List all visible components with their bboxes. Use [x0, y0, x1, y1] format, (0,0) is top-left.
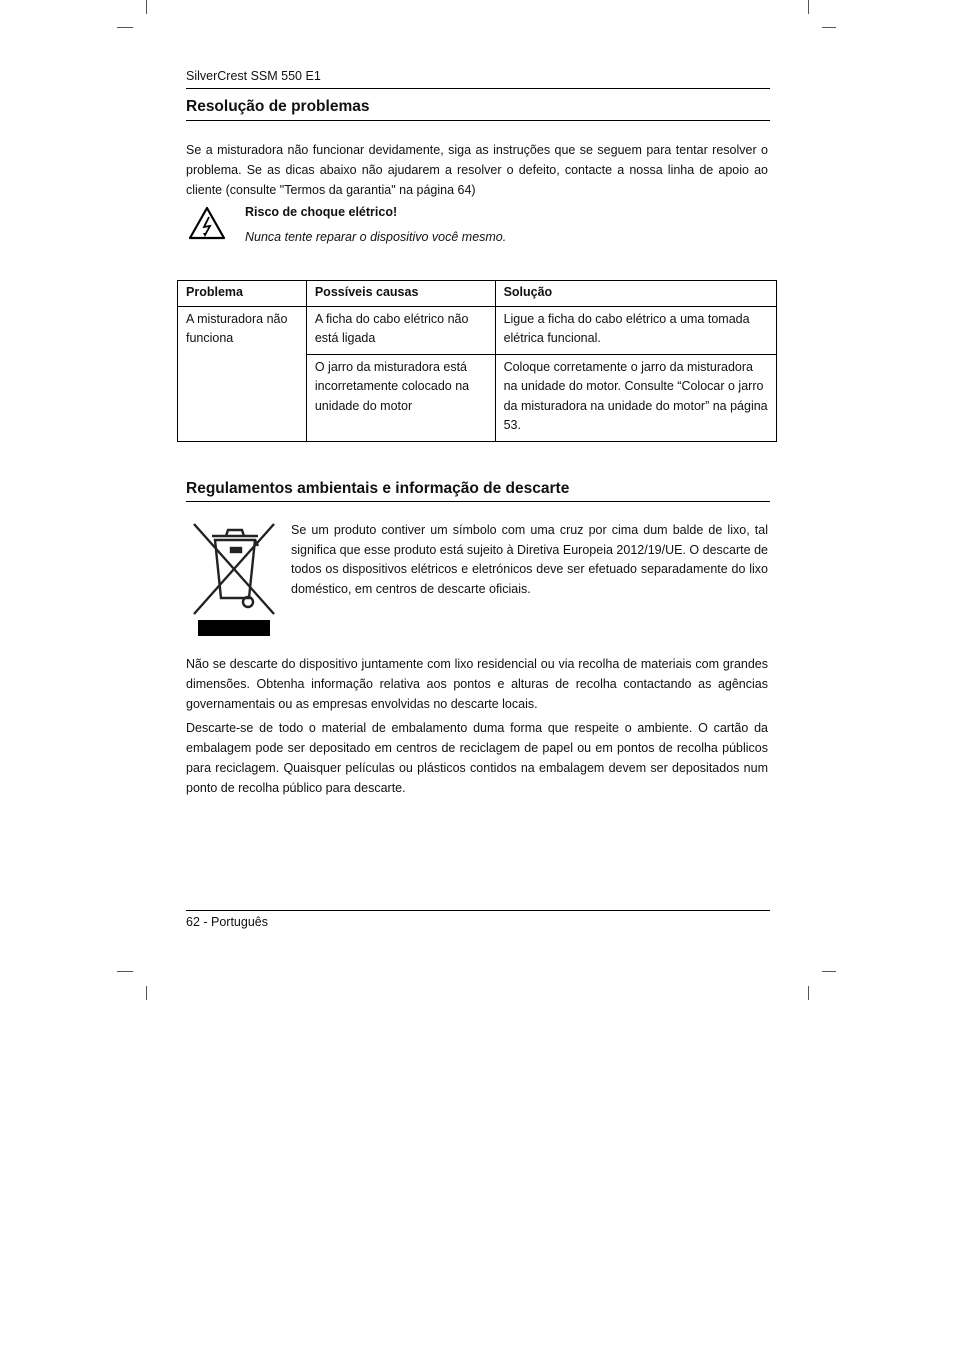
header-causes: Possíveis causas: [306, 281, 495, 307]
warning-title: Risco de choque elétrico!: [245, 205, 398, 219]
crop-mark: [822, 971, 836, 972]
page-number: 62 - Português: [186, 915, 268, 929]
environment-heading: Regulamentos ambientais e informação de descarte: [186, 480, 570, 497]
section-rule: [186, 120, 770, 121]
header-rule: [186, 88, 770, 89]
crop-mark: [146, 986, 147, 1000]
disposal-paragraph: Não se descarte do dispositivo juntamente com lixo residencial ou via recolha de materiais com grandes dimensões. Obtenha informação relativa aos pontos e alturas de recolha contactando as agências governamentais ou as empresas envolvidas no descarte locais.: [186, 657, 768, 711]
troubleshooting-table: [177, 280, 777, 442]
footer-rule: [186, 910, 770, 911]
packaging-paragraph: Descarte-se de todo o material de embalamento duma forma que respeite o ambiente. O cartão da embalagem pode ser depositado em centros de reciclagem de papel ou em pontos de recolha públicos para reciclagem. Quaisquer películas ou plásticos contidos na embalagem devem ser depositados num ponto de recolha público para descarte.: [186, 721, 768, 795]
crop-mark: [146, 0, 147, 14]
problem-cell: A misturadora não funciona: [178, 306, 307, 441]
solution-cell: Coloque corretamente o jarro da misturadora na unidade do motor. Consulte “Colocar o jarro da misturadora na unidade do motor” na página 53.: [495, 354, 776, 441]
table-header-row: [178, 281, 777, 307]
crossed-out-wheelie-bin-icon: [188, 518, 280, 638]
crop-mark: [822, 27, 836, 28]
crop-mark: [808, 986, 809, 1000]
section-rule: [186, 501, 770, 502]
troubleshooting-intro: Se a misturadora não funcionar devidamente, siga as instruções que se seguem para tentar resolver o problema. Se as dicas abaixo não ajudarem a resolver o defeito, contacte a nossa linha de apoio ao cliente (consulte "Termos da garantia" na página 64): [186, 143, 768, 197]
solution-cell: Ligue a ficha do cabo elétrico a uma tomada elétrica funcional.: [495, 306, 776, 354]
crop-mark: [117, 971, 133, 972]
table-row: [178, 306, 777, 354]
cause-cell: A ficha do cabo elétrico não está ligada: [306, 306, 495, 354]
crop-mark: [117, 27, 133, 28]
crop-mark: [808, 0, 809, 14]
troubleshooting-heading: Resolução de problemas: [186, 98, 370, 115]
header-solution: Solução: [495, 281, 776, 307]
cause-cell: O jarro da misturadora está incorretamente colocado na unidade do motor: [306, 354, 495, 441]
header-problem: Problema: [178, 281, 307, 307]
electric-shock-warning-icon: [188, 206, 226, 240]
weee-paragraph: Se um produto contiver um símbolo com uma cruz por cima dum balde de lixo, tal significa que esse produto está sujeito à Diretiva Europeia 2012/19/UE. O descarte de todos os dispositivos elétricos e eletrónicos deve ser efetuado separadamente do lixo doméstico, em centros de descarte oficiais.: [291, 523, 768, 596]
model-header: SilverCrest SSM 550 E1: [186, 69, 321, 83]
warning-text: Nunca tente reparar o dispositivo você mesmo.: [245, 230, 507, 244]
